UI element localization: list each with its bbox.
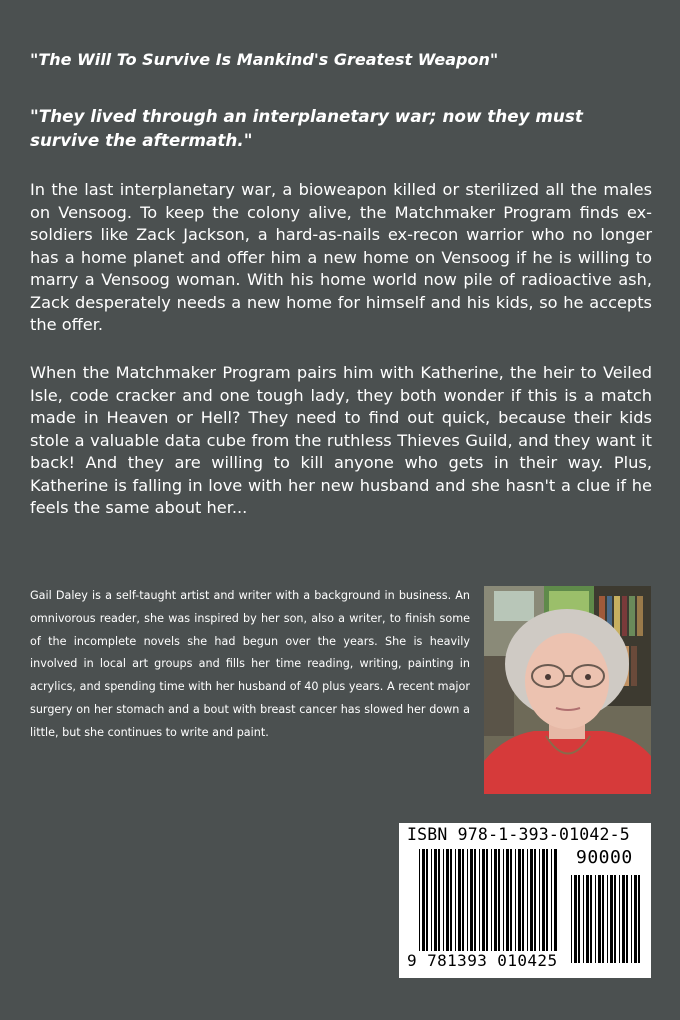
barcode-bar [638,875,640,963]
blurb-paragraph-1: In the last interplanetary war, a bioweapon killed or sterilized all the males on Vensoog. To keep the colony alive, the Matchmaker Program finds ex-soldiers like Zack Jackson, a hard-as-nails ex-recon warrior who no longer has a home planet and offer him a new home on Vensoog if he is willing to marry a Vensoog woman. With his home world now pile of radioactive ash, Zack desperately needs a new home for himself and his kids, so he accepts the offer. [30,180,652,334]
barcode-bar [443,849,444,951]
barcode-bar [503,849,504,951]
barcode-bar [527,849,528,951]
blurb-paragraph-2: When the Matchmaker Program pairs him with Katherine, the heir to Veiled Isle, code cracker and one tough lady, they both wonder if this is a match made in Heaven or Hell? They need to find out quick, because their kids stole a valuable data cube from the ruthless Thieves Guild, and they want it back! And they are willing to kill anyone who gets in their way. Plus, Katherine is falling in love with her new husband and she hasn't a clue if he feels the same about her... [30,363,652,517]
barcode-bar [619,875,620,963]
barcode-bar [571,875,572,963]
isbn-label: ISBN 978-1-393-01042-5 [407,825,630,844]
barcode-bar [455,849,456,951]
barcode-bar [614,875,616,963]
barcode-bar [422,849,425,951]
barcode-bar [434,849,437,951]
barcode-bar [458,849,461,951]
barcode-bar [438,849,440,951]
barcode-bar [622,875,625,963]
barcode-bar [554,849,557,951]
barcode-bar [494,849,497,951]
barcode-bar [578,875,580,963]
barcode-bar [530,849,533,951]
barcode-bar [486,849,488,951]
barcode-bar [595,875,596,963]
barcode-bar [474,849,476,951]
barcode-bar [610,875,613,963]
barcode-bar [482,849,485,951]
barcode-bar [431,849,432,951]
barcode-bar [551,849,552,951]
barcode-bar [419,849,420,951]
barcode-bar [450,849,452,951]
barcode-bar [498,849,500,951]
author-photo [484,586,651,794]
barcode-bar [462,849,464,951]
barcode-bar [515,849,516,951]
barcode-bar [518,849,521,951]
barcode-bar [522,849,524,951]
barcode-bar [607,875,608,963]
barcode-bar [539,849,540,951]
tagline-subtitle: "They lived through an interplanetary war; now they must survive the aftermath." [30,106,583,150]
ean-digits: 9 781393 010425 [407,951,558,970]
barcode-bar [631,875,632,963]
barcode-bar [534,849,536,951]
barcode-bar [506,849,509,951]
barcode-bar [586,875,589,963]
barcode-bar [491,849,492,951]
isbn-barcode [399,823,651,978]
barcode-bar [598,875,601,963]
barcode-bar [634,875,637,963]
barcode-bar [510,849,512,951]
barcode-bar [479,849,480,951]
barcode-bar [590,875,592,963]
price-code: 90000 [576,847,633,868]
author-bio: Gail Daley is a self-taught artist and writer with a background in business. An omnivorous reader, she was inspired by her son, also a writer, to finish some of the incomplete novels she had begun over the years. She is heavily involved in local art groups and fills her time reading, writing, painting in acrylics, and spending time with her husband of 40 plus years. A recent major surgery on her stomach and a bout with breast cancer has slowed her down a little, but she continues to write and paint. [30,589,470,739]
barcode-bar [546,849,548,951]
barcode-bar [467,849,468,951]
barcode-bar [602,875,604,963]
author-portrait-illustration [484,586,651,794]
barcode-bar [542,849,545,951]
tagline-quote: "The Will To Survive Is Mankind's Greatest Weapon" [30,50,499,69]
barcode-bar [626,875,628,963]
barcode-bar [470,849,473,951]
barcode-bar [426,849,428,951]
barcode-bar [574,875,577,963]
barcode-bar [446,849,449,951]
barcode-bar [583,875,584,963]
